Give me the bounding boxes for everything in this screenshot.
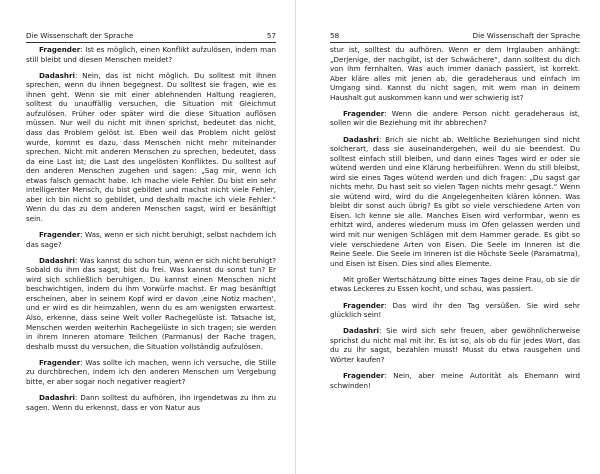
right-page	[330, 0, 580, 474]
speaker-label: Fragender	[343, 300, 385, 310]
left-page	[26, 0, 276, 474]
speaker-label: Dadashri	[343, 134, 379, 144]
paragraph-text: : Was, wenn er sich nicht beruhigt, selbst nachdem ich das sage?	[26, 230, 276, 249]
speaker-label: Fragender	[343, 370, 385, 380]
left-page-body	[26, 45, 276, 412]
paragraph	[330, 301, 580, 320]
paragraph-text: : Das wird ihr den Tag versüßen. Sie wird sehr glücklich sein!	[330, 300, 580, 320]
paragraph-text: : Dann solltest du aufhören, ihn irgendetwas zu ihm zu sagen. Wenn du erkennst, dass er von Natur aus	[26, 393, 276, 412]
paragraph-text: : Wenn die andere Person nicht geradeheraus ist, sollen wir die Beziehung mit ihr abbrechen?	[330, 108, 580, 128]
paragraph-text: stur ist, solltest du aufhören. Wenn er dem Irrglauben anhängt: „Derjenige, der nachgibt, ist der Schwächere“, dann solltest du dich von ihm fernhalten. Was auch immer danach passiert, ist korrekt. Aber kläre alles mit jenen ab, die geradeheraus und einfach im Umgang sind. Kannst du nicht sagen, mit wem man in deinem Haushalt gut auskommen kann und wer schwierig ist?	[330, 45, 580, 102]
paragraph-text: : Ist es möglich, einen Konflikt aufzulösen, indem man still bleibt und diesen Menschen meidet?	[26, 45, 276, 64]
paragraph-text: Mit großer Wertschätzung bitte eines Tages deine Frau, ob sie dir etwas Leckeres zu Essen kocht, und schau, was passiert.	[330, 274, 580, 294]
paragraph	[26, 358, 276, 387]
paragraph-text: : Was sollte ich machen, wenn ich versuche, die Stille zu durchbrechen, indem ich den anderen Menschen um Vergebung bitte, er aber sogar noch negativer reagiert?	[26, 357, 276, 386]
paragraph	[26, 230, 276, 249]
speaker-label: Fragender	[39, 230, 81, 240]
page-number: 58	[330, 31, 340, 40]
paragraph-text: : Was kannst du schon tun, wenn er sich nicht beruhigt? Sobald du ihm das sagst, bist du frei. Was kannst du sonst tun? Er wird sich schließlich beruhigen. Du kannst einen Menschen nicht beschwichtigen, indem du ihm Vorwürfe machst. Er mag besänftigt erscheinen, aber in seinem Kopf wird er davon ‚eine Notiz machen‘, und er wird es dir heimzahlen, wenn du es am wenigsten erwartest. Also, erkenne, dass seine Welt voller Rachegelüste ist. Tatsache ist, Menschen werden weiterhin Rachegelüste in sich tragen; sie werden in ihrem Inneren atomare Teilchen (Parmanus) der Rache tragen, deshalb musst du versuchen, die Situation vollständig aufzulösen.	[26, 255, 276, 351]
right-page-header	[330, 30, 580, 43]
left-page-header	[26, 30, 276, 43]
speaker-label: Fragender	[39, 45, 81, 54]
speaker-label: Fragender	[343, 108, 385, 118]
speaker-label: Fragender	[39, 357, 81, 367]
paragraph	[26, 393, 276, 412]
page-gutter	[295, 0, 296, 474]
paragraph	[26, 71, 276, 224]
speaker-label: Dadashri	[39, 393, 75, 403]
paragraph	[330, 275, 580, 294]
paragraph	[330, 371, 580, 390]
right-page-body	[330, 45, 580, 390]
paragraph	[26, 45, 276, 64]
page-number: 57	[266, 31, 276, 40]
paragraph	[330, 45, 580, 102]
paragraph	[330, 109, 580, 128]
paragraph-text: : Nein, aber meine Autorität als Ehemann wird schwinden!	[330, 370, 580, 390]
speaker-label: Dadashri	[39, 70, 75, 80]
speaker-label: Dadashri	[39, 255, 75, 265]
paragraph-text: : Nein, das ist nicht möglich. Du solltest mit ihnen sprechen, wenn du ihnen begegnest. Du solltest sie fragen, wie es ihnen geht. Wenn sie mit einer ablehnenden Haltung reagieren, solltest du unauffällig versuchen, die Situation mit Gleichmut aufzulösen. Früher oder später wird die diese Situation auflösen müssen. Nur weil du nicht mit ihnen sprichst, bedeutet das nicht, dass das Problem gelöst ist. Eben weil das Problem nicht gelöst wurde, kommt es dazu, dass Menschen nicht mehr miteinander sprechen. Nicht mit anderen Menschen zu sprechen, bedeutet, dass da eine Last ist; die Last des ungelösten Konfliktes. Du solltest auf den anderen Menschen zugehen und sagen: „Sag mir, wenn ich etwas falsch gemacht habe. Ich mache viele Fehler. Du bist ein sehr intelligenter Mensch, du bist gebildet und machst nicht viele Fehler, aber ich bin nicht so gebildet, und deshalb mache ich viele Fehler.“ Wenn du das zu dem anderen Menschen sagst, wird er besänftigt sein.	[26, 70, 276, 223]
paragraph	[330, 135, 580, 269]
running-head-title: Die Wissenschaft der Sprache	[26, 31, 134, 40]
paragraph	[330, 326, 580, 364]
paragraph-text: : Brich sie nicht ab. Weltliche Beziehungen sind nicht solcherart, dass sie auseinandergehen, weil du sie beendest. Du solltest einfach still bleiben, und dann eines Tages wird er oder sie wütend werden und eine Klärung herbeiführen. Wenn du still bleibst, wird sie eines Tages wütend werden und dich fragen: „Du sagst gar nichts mehr. Du hast seit so vielen Tagen nichts mehr gesagt.“ Wenn sie wütend wird, wird du die Angelegenheiten klären können. Was bleibt dir sonst auch übrig? Es gibt so viele verschiedene Arten von Eisen. Ich kenne sie alle. Manches Eisen wird verformbar, wenn es erhitzt wird, anderes wiederum muss im Ofen gelassen werden und wird mit nur wenigen Schlägen mit dem Hammer gerade. Es gibt so viele verschiedene Arten von Eisen. Die Seele im Inneren ist die Reine Seele. Die Seele im Inneren ist die Höchste Seele (Paramatma), und Eisen ist Eisen. Dies sind alles Elemente.	[330, 134, 580, 268]
speaker-label: Dadashri	[343, 326, 379, 336]
running-head-title: Die Wissenschaft der Sprache	[472, 31, 580, 40]
paragraph-text: : Sie wird sich sehr freuen, aber gewöhnlicherweise sprichst du nicht mal mit ihr. Es ist so, als ob du für jedes Wort, das du zu ihr sagst, bezahlen musst! Musst du etwa rausgehen und Wörter kaufen?	[330, 326, 580, 364]
paragraph	[26, 256, 276, 351]
